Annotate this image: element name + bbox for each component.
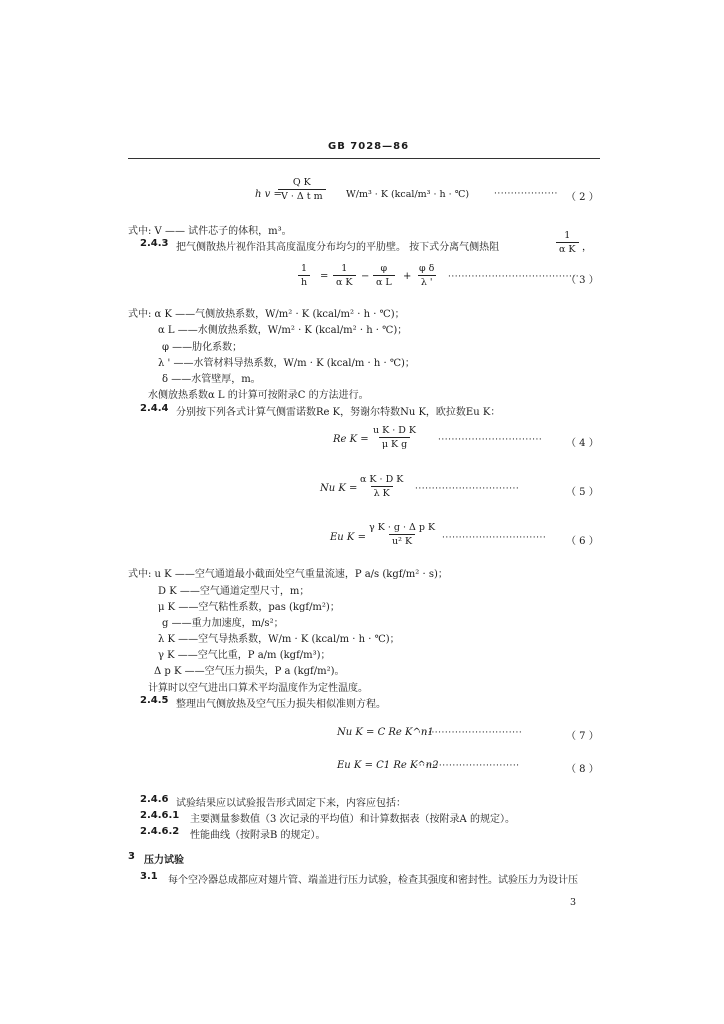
equation-5-denominator: λ K: [371, 486, 393, 499]
header-rule: [128, 158, 600, 159]
section-3-number: 3: [128, 851, 135, 862]
where-delta-p-k: Δ p K ——空气压力损失，P a (kgf/m²)。: [154, 666, 345, 677]
equation-6-dots: ·······························: [442, 533, 547, 543]
equation-5-number: （ 5 ）: [566, 487, 599, 498]
section-2-4-6-number: 2.4.6: [140, 794, 169, 805]
section-3-1-text: 每个空冷器总成都应对翅片管、端盖进行压力试验，检查其强度和密封性。试验压力为设计压: [168, 875, 578, 886]
equation-3-f2-den: α K: [333, 275, 356, 288]
where-alpha-k: 式中: α K ——气侧放热系数，W/m² · K (kcal/m² · h · ℃)；: [128, 309, 405, 320]
section-2-4-6-2-text: 性能曲线（按附录B 的规定）。: [190, 830, 326, 841]
section-2-4-3-number: 2.4.3: [140, 238, 169, 249]
where-phi: φ ——肋化系数；: [162, 342, 243, 353]
section-3-1-number: 3.1: [140, 871, 158, 882]
equation-6-lhs: Eu K =: [330, 532, 366, 543]
equation-5-lhs: Nu K =: [320, 483, 358, 494]
equation-2-lhs: h v =: [255, 189, 282, 200]
equation-3-f3: [373, 263, 395, 288]
section-2-4-4-number: 2.4.4: [140, 403, 169, 414]
equation-3-plus: +: [403, 271, 412, 282]
section-2-4-6-2-number: 2.4.6.2: [140, 826, 180, 837]
section-2-4-5-text: 整理出气侧放热及空气压力损失相似准则方程。: [176, 699, 386, 710]
equation-3-number: （ 3 ）: [566, 275, 599, 286]
where-lambda-prime: λ ' ——水管材料导热系数，W/m · K (kcal/m · h · ℃)；: [158, 358, 415, 369]
section-2-4-3-frac-den: α K: [556, 242, 579, 255]
document-code: GB 7028—86: [328, 141, 410, 152]
equation-7-dots: ·······························: [418, 728, 523, 738]
equation-6-fraction: [366, 522, 438, 547]
equation-6-number: （ 6 ）: [566, 536, 599, 547]
equation-3-f2-num: 1: [341, 263, 348, 274]
page-number: 3: [570, 897, 577, 908]
equation-3-f4-den: λ ': [418, 275, 436, 288]
section-3-title: 压力试验: [144, 855, 184, 866]
equation-4-lhs: Re K =: [333, 434, 369, 445]
equation-3-f4-num: φ δ: [419, 263, 435, 274]
section-2-4-6-1-text: 主要测量参数值（3 次记录的平均值）和计算数据表（按附录A 的规定）。: [190, 814, 515, 825]
where-lambda-k: λ K ——空气导热系数，W/m · K (kcal/m · h · ℃)；: [158, 634, 400, 645]
section-2-4-6-1-number: 2.4.6.1: [140, 810, 180, 821]
equation-5-fraction: [357, 474, 406, 499]
equation-8-expression: Eu K = C1 Re K^n2: [337, 760, 439, 771]
where-alpha-l: α L ——水侧放热系数，W/m² · K (kcal/m² · h · ℃)；: [158, 325, 408, 336]
where-delta: δ ——水管壁厚，m。: [162, 374, 261, 385]
equation-3-f1-den: h: [298, 275, 310, 288]
equation-2-unit: W/m³ · K (kcal/m³ · h · ℃): [346, 189, 470, 200]
section-2-4-3-fraction: [556, 230, 579, 255]
equation-7-number: （ 7 ）: [566, 731, 599, 742]
equation-8-dots: ································: [412, 761, 520, 771]
alpha-l-note: 水侧放热系数α L 的计算可按附录C 的方法进行。: [148, 390, 369, 401]
where-g: g ——重力加速度，m/s²；: [162, 618, 284, 629]
section-2-4-5-number: 2.4.5: [140, 695, 169, 706]
equation-2-numerator: Q K: [292, 177, 311, 188]
equation-4-denominator: μ K g: [379, 437, 410, 450]
equation-4-numerator: u K · D K: [373, 425, 417, 436]
where-gamma-k: γ K ——空气比重，P a/m (kgf/m³)；: [158, 650, 331, 661]
section-2-4-6-text: 试验结果应以试验报告形式固定下来，内容应包括：: [176, 798, 406, 809]
equation-3-f1: [298, 263, 310, 288]
equation-2-number: （ 2 ）: [566, 192, 599, 203]
equation-3-f2: [333, 263, 356, 288]
equation-4-number: （ 4 ）: [566, 438, 599, 449]
equation-8-number: （ 8 ）: [566, 764, 599, 775]
equation-3-dots: ·······································: [448, 272, 580, 282]
equation-6-numerator: γ K · g · Δ p K: [369, 522, 436, 533]
reference-temperature-note: 计算时以空气进出口算术平均温度作为定性温度。: [148, 683, 368, 694]
section-2-4-3-tail: ，: [582, 242, 592, 253]
equation-3-equals: =: [320, 271, 329, 282]
where-v: 式中: V —— 试件芯子的体积，m³。: [128, 226, 292, 237]
equation-3-f3-den: α L: [373, 275, 395, 288]
equation-2-dots: ···················: [494, 189, 558, 199]
equation-4-dots: ·······························: [438, 435, 543, 445]
equation-4-fraction: [370, 425, 419, 450]
equation-7-expression: Nu K = C Re K^n1: [337, 727, 434, 738]
equation-3-f4: [416, 263, 437, 288]
equation-3-minus: −: [361, 271, 370, 282]
equation-2-fraction: [278, 177, 326, 202]
section-2-4-3-frac-num: 1: [564, 230, 571, 241]
section-2-4-3-text: 把气侧散热片视作沿其高度温度分布均匀的平肋壁。 按下式分离气侧热阻: [176, 242, 500, 253]
equation-3-f3-num: φ: [380, 263, 388, 274]
section-2-4-4-text: 分别按下列各式计算气侧雷诺数Re K，努谢尔特数Nu K，欧拉数Eu K：: [176, 407, 501, 418]
equation-5-numerator: α K · D K: [360, 474, 404, 485]
equation-6-denominator: u² K: [389, 534, 415, 547]
where-u-k: 式中: u K ——空气通道最小截面处空气重量流速，P a/s (kgf/m² · s)；: [128, 569, 448, 580]
where-d-k: D K ——空气通道定型尺寸，m；: [158, 586, 310, 597]
equation-2-denominator: V · Δ t m: [278, 189, 326, 202]
equation-5-dots: ·······························: [415, 484, 520, 494]
where-mu-k: μ K ——空气粘性系数，pas (kgf/m²)；: [158, 602, 340, 613]
equation-3-f1-num: 1: [301, 263, 308, 274]
